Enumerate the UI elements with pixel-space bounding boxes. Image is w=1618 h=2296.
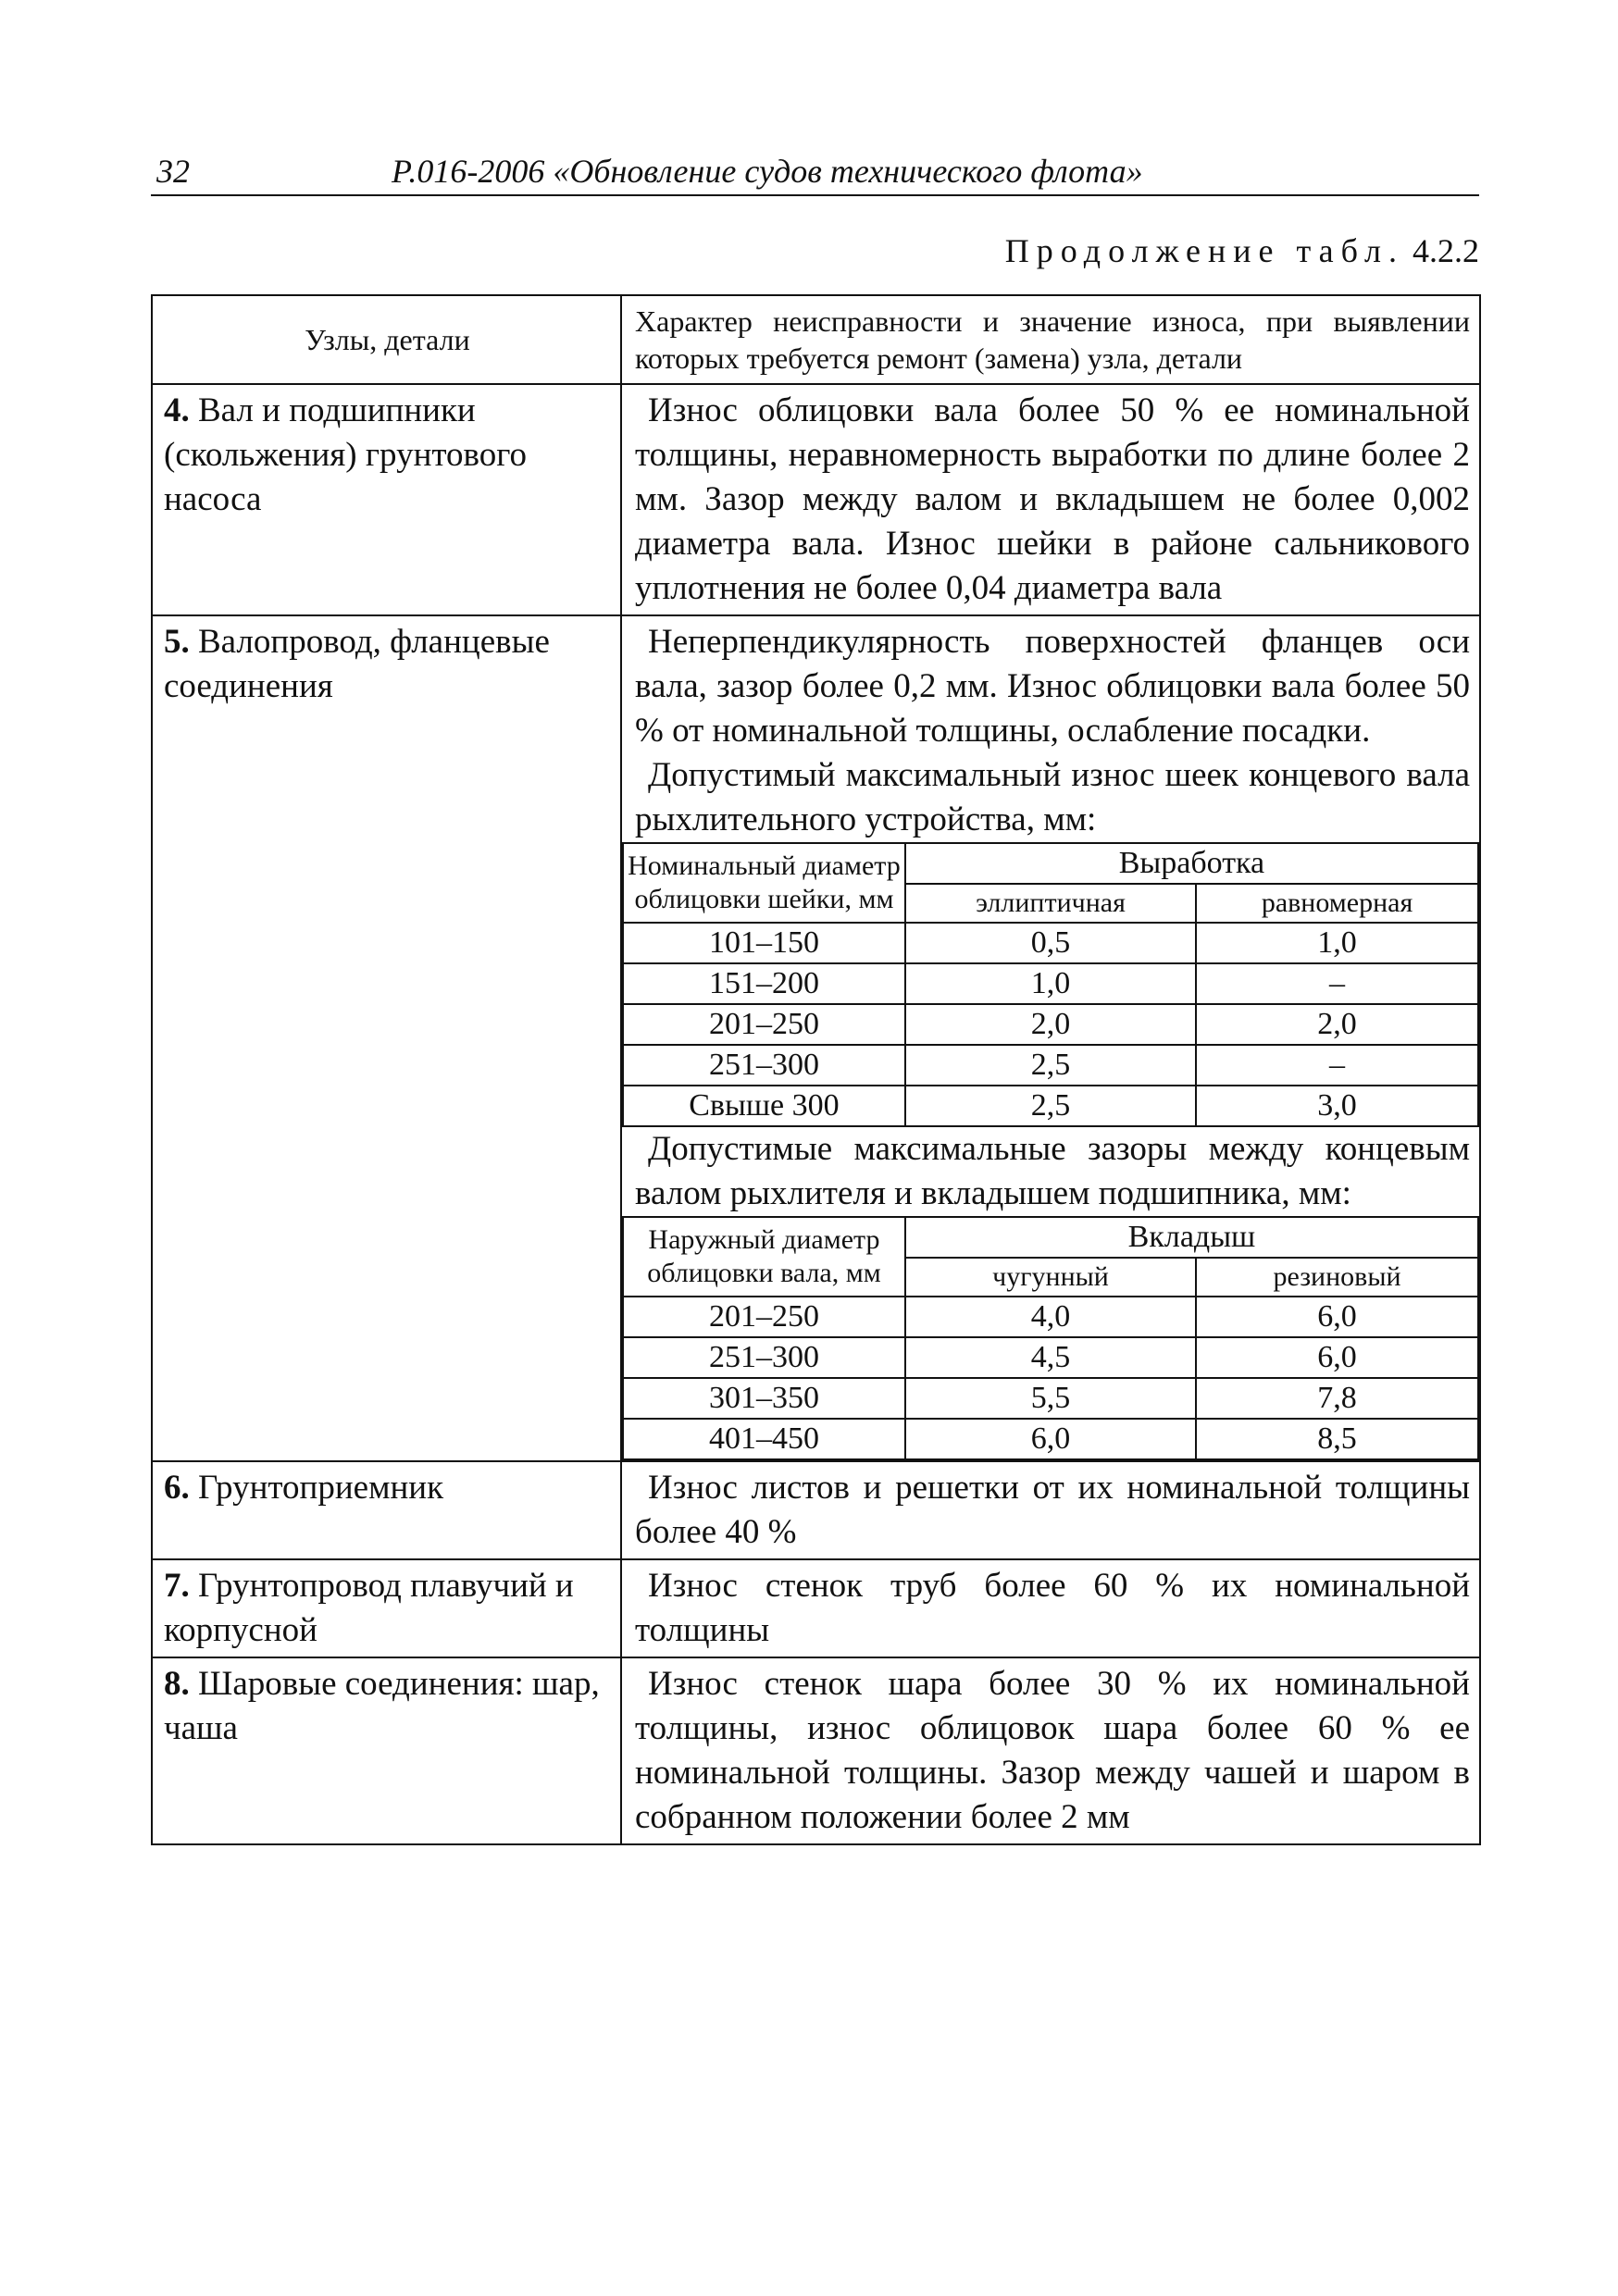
sub-header-uniform: равномерная	[1196, 884, 1478, 923]
sub-header-group: Вкладыш	[905, 1217, 1478, 1258]
defect-cell	[621, 384, 1480, 615]
page-number: 32	[156, 153, 190, 190]
page-header	[151, 148, 1479, 196]
sub-cell: 1,0	[1196, 923, 1478, 963]
defect-text: Износ стенок шара более 30 % их номинальной толщины, износ облицовок шара более 60 % ее номинальной толщины. Зазор между чашей и шаром в собранном положении более 2 мм	[635, 1665, 1470, 1836]
table-header-row	[152, 295, 1480, 384]
sub-table-row	[623, 1378, 1478, 1419]
sub-cell: 251–300	[623, 1337, 905, 1378]
sub-cell: 301–350	[623, 1378, 905, 1419]
document-title: Р.016-2006 «Обновление судов технического флота»	[392, 153, 1143, 190]
sub-cell: 3,0	[1196, 1086, 1478, 1126]
sub-table-row	[623, 1297, 1478, 1337]
sub-cell: 151–200	[623, 963, 905, 1004]
row-number: 4.	[164, 391, 190, 429]
part-name: Шаровые соединения: шар, чаша	[164, 1665, 600, 1747]
table-row	[152, 615, 1480, 1461]
header-defect-character: Характер неисправности и значение износа, при выявлении которых требуется ремонт (замена) узла, детали	[621, 295, 1480, 384]
sub-cell: 251–300	[623, 1045, 905, 1086]
sub-table-1-intro: Допустимый максимальный износ шеек концевого вала рыхлительного устройства, мм:	[635, 756, 1470, 838]
table-row	[152, 384, 1480, 615]
defect-text: Износ облицовки вала более 50 % ее номинальной толщины, неравномерность выработки по длине более 2 мм. Зазор между валом и вкладышем не более 0,002 диаметра вала. Износ шейки в районе сальникового уплотнения не более 0,04 диаметра вала	[635, 391, 1470, 607]
defect-text: Неперпендикулярность поверхностей фланцев оси вала, зазор более 0,2 мм. Износ облицовки вала более 50 % от номинальной толщины, ослабление посадки.	[635, 623, 1470, 750]
sub-cell: 6,0	[1196, 1297, 1478, 1337]
sub-table-row	[623, 1419, 1478, 1459]
defect-cell	[621, 615, 1480, 1461]
row-number: 5.	[164, 623, 190, 661]
sub-cell: 1,0	[905, 963, 1196, 1004]
sub-table-2-intro: Допустимые максимальные зазоры между концевым валом рыхлителя и вкладышем подшипника, мм:	[635, 1130, 1470, 1212]
table-row	[152, 1559, 1480, 1657]
sub-cell: 5,5	[905, 1378, 1196, 1419]
part-name: Вал и подшипники (скольжения) грунтового насоса	[164, 391, 528, 518]
sub-cell: 8,5	[1196, 1419, 1478, 1459]
table-row	[152, 1461, 1480, 1559]
part-cell	[152, 1559, 621, 1657]
sub-cell: 4,0	[905, 1297, 1196, 1337]
defect-text: Износ листов и решетки от их номинальной толщины более 40 %	[635, 1469, 1470, 1551]
sub-cell: 101–150	[623, 923, 905, 963]
part-cell	[152, 1657, 621, 1844]
defect-cell	[621, 1559, 1480, 1657]
sub-cell: –	[1196, 963, 1478, 1004]
row-number: 7.	[164, 1567, 190, 1605]
sub-table-row	[623, 1045, 1478, 1086]
sub-cell: 4,5	[905, 1337, 1196, 1378]
sub-cell: 2,0	[905, 1004, 1196, 1045]
clearance-sub-table	[622, 1216, 1479, 1460]
sub-cell: 201–250	[623, 1004, 905, 1045]
part-cell	[152, 615, 621, 1461]
sub-table-row	[623, 1086, 1478, 1126]
sub-table-row	[623, 923, 1478, 963]
defect-text: Износ стенок труб более 60 % их номинальной толщины	[635, 1567, 1470, 1649]
table-row	[152, 1657, 1480, 1844]
sub-cell: 2,5	[905, 1086, 1196, 1126]
sub-header-diameter: Наружный диаметр облицовки вала, мм	[623, 1217, 905, 1297]
wear-sub-table	[622, 842, 1479, 1127]
sub-header-cast-iron: чугунный	[905, 1258, 1196, 1297]
sub-cell: 0,5	[905, 923, 1196, 963]
part-name: Грунтоприемник	[198, 1469, 444, 1507]
sub-header-group: Выработка	[905, 843, 1478, 884]
sub-cell: 401–450	[623, 1419, 905, 1459]
part-name: Грунтопровод плавучий и корпусной	[164, 1567, 574, 1649]
row-number: 8.	[164, 1665, 190, 1703]
part-name: Валопровод, фланцевые соединения	[164, 623, 550, 705]
sub-header-diameter: Номинальный диаметр облицовки шейки, мм	[623, 843, 905, 923]
sub-table-row	[623, 1337, 1478, 1378]
sub-cell: 6,0	[1196, 1337, 1478, 1378]
part-cell	[152, 1461, 621, 1559]
sub-cell: 6,0	[905, 1419, 1196, 1459]
header-parts: Узлы, детали	[152, 295, 621, 384]
continuation-label: Продолжение табл.	[1004, 232, 1404, 269]
part-cell	[152, 384, 621, 615]
sub-cell: 2,0	[1196, 1004, 1478, 1045]
sub-cell: –	[1196, 1045, 1478, 1086]
sub-cell: Свыше 300	[623, 1086, 905, 1126]
row-number: 6.	[164, 1469, 190, 1507]
defect-cell	[621, 1461, 1480, 1559]
table-continuation-caption	[1005, 231, 1479, 270]
sub-cell: 7,8	[1196, 1378, 1478, 1419]
defect-cell	[621, 1657, 1480, 1844]
sub-header-rubber: резиновый	[1196, 1258, 1478, 1297]
sub-cell: 2,5	[905, 1045, 1196, 1086]
sub-header-elliptic: эллиптичная	[905, 884, 1196, 923]
sub-table-row	[623, 1004, 1478, 1045]
sub-cell: 201–250	[623, 1297, 905, 1337]
defects-table	[151, 294, 1481, 1845]
table-number: 4.2.2	[1413, 232, 1479, 269]
sub-table-row	[623, 963, 1478, 1004]
